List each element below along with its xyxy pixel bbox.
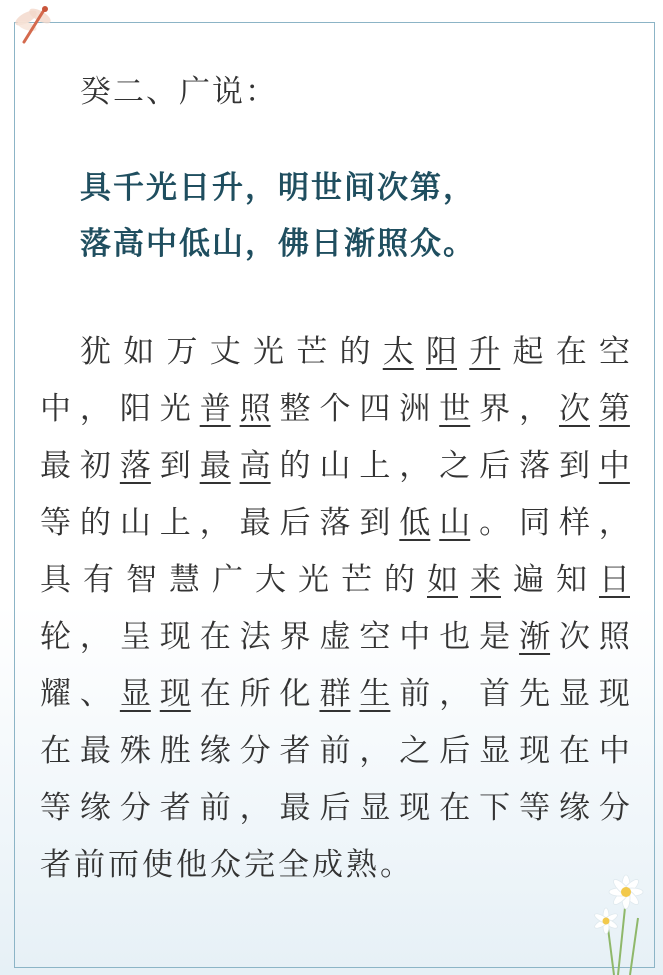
- body-char: 犹: [80, 334, 111, 370]
- body-char: 到: [359, 505, 391, 541]
- body-char: 现: [519, 733, 551, 769]
- underlined-term-char: 渐: [519, 619, 551, 655]
- body-char: 全: [278, 847, 309, 883]
- body-char: 的: [384, 562, 415, 598]
- body-char: ，: [239, 790, 271, 826]
- underlined-term-char: 显: [119, 676, 151, 712]
- body-char: 智: [126, 562, 157, 598]
- body-char: 万: [166, 334, 198, 370]
- body-char: 在: [558, 733, 590, 769]
- body-char: 熟: [346, 847, 377, 883]
- body-char: 等: [40, 790, 71, 826]
- body-char: 分: [119, 790, 151, 826]
- body-char: 阳: [119, 391, 151, 427]
- body-char: 后: [279, 505, 311, 541]
- body-char: 大: [255, 562, 286, 598]
- body-char: 山: [319, 448, 351, 484]
- underlined-term-char: 如: [427, 562, 458, 598]
- body-char: 个: [319, 391, 351, 427]
- body-char: 的: [339, 334, 371, 370]
- body-line: [80, 332, 630, 372]
- body-line: [40, 845, 630, 885]
- body-char: 空: [359, 619, 391, 655]
- body-char: 前: [74, 847, 105, 883]
- body-char: 整: [279, 391, 311, 427]
- body-char: 是: [479, 619, 511, 655]
- body-char: ，: [439, 676, 471, 712]
- body-char: 的: [279, 448, 311, 484]
- underlined-term-char: 落: [119, 448, 151, 484]
- body-char: 等: [40, 505, 71, 541]
- body-char: 使: [142, 847, 173, 883]
- body-char: 中: [399, 619, 431, 655]
- body-char: 缘: [79, 790, 111, 826]
- body-char: 知: [556, 562, 587, 598]
- body-char: 成: [312, 847, 343, 883]
- body-char: 落: [319, 505, 351, 541]
- body-char: 耀: [40, 676, 71, 712]
- body-char: 芒: [296, 334, 328, 370]
- body-char: ，: [519, 391, 551, 427]
- body-char: 分: [598, 790, 630, 826]
- underlined-term-char: 群: [319, 676, 351, 712]
- body-char: 最: [279, 790, 311, 826]
- body-char: 芒: [341, 562, 372, 598]
- body-char: 落: [519, 448, 551, 484]
- body-char: 之: [439, 448, 471, 484]
- body-char: 前: [319, 733, 351, 769]
- body-char: 山: [119, 505, 151, 541]
- body-char: 缘: [199, 733, 231, 769]
- underlined-term-char: 阳: [426, 334, 457, 370]
- body-char: 法: [239, 619, 271, 655]
- body-char: 前: [399, 676, 431, 712]
- body-char: 具: [40, 562, 71, 598]
- body-char: ，: [199, 505, 231, 541]
- body-char: 在: [199, 619, 231, 655]
- body-char: 等: [519, 790, 551, 826]
- body-char: 如: [123, 334, 155, 370]
- body-char: 缘: [558, 790, 590, 826]
- body-char: 中: [598, 733, 630, 769]
- body-char: 完: [244, 847, 275, 883]
- body-char: 而: [108, 847, 139, 883]
- body-char: 所: [239, 676, 271, 712]
- underlined-term-char: 普: [199, 391, 231, 427]
- underlined-term-char: 日: [599, 562, 630, 598]
- body-char: 虚: [319, 619, 351, 655]
- underlined-term-char: 升: [469, 334, 501, 370]
- body-char: 者: [159, 790, 191, 826]
- body-char: 广: [212, 562, 243, 598]
- body-char: 现: [598, 676, 630, 712]
- section-heading: 癸二、广说：: [80, 74, 278, 110]
- body-char: 最: [79, 733, 111, 769]
- body-char: 在: [40, 733, 71, 769]
- body-char: 胜: [159, 733, 191, 769]
- body-char: 有: [83, 562, 114, 598]
- body-char: 后: [479, 448, 511, 484]
- body-char: 呈: [119, 619, 151, 655]
- body-char: 显: [359, 790, 391, 826]
- body-line: [40, 446, 630, 486]
- underlined-term-char: 中: [598, 448, 630, 484]
- body-char: 最: [40, 448, 71, 484]
- underlined-term-char: 现: [159, 676, 191, 712]
- body-char: 下: [479, 790, 511, 826]
- underlined-term-char: 高: [239, 448, 271, 484]
- body-char: 四: [359, 391, 391, 427]
- body-char: 到: [558, 448, 590, 484]
- underlined-term-char: 次: [558, 391, 590, 427]
- body-char: 轮: [40, 619, 71, 655]
- body-char: 。: [479, 505, 511, 541]
- body-char: 他: [176, 847, 207, 883]
- body-char: 殊: [119, 733, 151, 769]
- underlined-term-char: 生: [359, 676, 391, 712]
- body-char: 最: [239, 505, 271, 541]
- body-char: 首: [479, 676, 511, 712]
- dragonfly-icon: [10, 4, 56, 46]
- underlined-term-char: 世: [439, 391, 471, 427]
- body-char: 中: [40, 391, 71, 427]
- underlined-term-char: 照: [239, 391, 271, 427]
- body-char: 慧: [169, 562, 200, 598]
- body-char: 显: [558, 676, 590, 712]
- verse-line-1: 具千光日升，明世间次第，: [80, 170, 476, 206]
- body-char: 上: [159, 505, 191, 541]
- body-line: [40, 674, 630, 714]
- underlined-term-char: 太: [382, 334, 414, 370]
- body-char: 现: [159, 619, 191, 655]
- body-char: 、: [79, 676, 111, 712]
- body-char: ，: [399, 448, 431, 484]
- body-line: [40, 788, 630, 828]
- body-char: 初: [79, 448, 111, 484]
- underlined-term-char: 来: [470, 562, 501, 598]
- underlined-term-char: 最: [199, 448, 231, 484]
- body-char: 。: [380, 847, 411, 883]
- verse-line-2: 落高中低山，佛日渐照众。: [80, 226, 476, 262]
- body-char: 者: [279, 733, 311, 769]
- body-char: 后: [319, 790, 351, 826]
- body-char: 后: [439, 733, 471, 769]
- underlined-term-char: 第: [598, 391, 630, 427]
- body-char: 次: [558, 619, 590, 655]
- body-char: 光: [159, 391, 191, 427]
- underlined-term-char: 低: [399, 505, 431, 541]
- body-char: 之: [399, 733, 431, 769]
- body-char: ，: [79, 619, 111, 655]
- body-line: [40, 389, 630, 429]
- body-char: 先: [519, 676, 551, 712]
- body-char: 起: [512, 334, 544, 370]
- body-char: 照: [598, 619, 630, 655]
- body-char: 界: [479, 391, 511, 427]
- body-line: [40, 731, 630, 771]
- body-char: 界: [279, 619, 311, 655]
- body-char: ，: [79, 391, 111, 427]
- body-char: 空: [599, 334, 630, 370]
- body-char: 样: [558, 505, 590, 541]
- body-char: 化: [279, 676, 311, 712]
- body-char: 丈: [209, 334, 241, 370]
- body-char: 遍: [513, 562, 544, 598]
- body-char: ，: [598, 505, 630, 541]
- body-char: 的: [79, 505, 111, 541]
- body-char: 也: [439, 619, 471, 655]
- body-char: 众: [210, 847, 241, 883]
- underlined-term-char: 山: [439, 505, 471, 541]
- body-char: 光: [298, 562, 329, 598]
- body-char: 到: [159, 448, 191, 484]
- body-char: 在: [199, 676, 231, 712]
- body-char: 分: [239, 733, 271, 769]
- body-line: [40, 560, 630, 600]
- body-char: 在: [555, 334, 587, 370]
- body-char: 现: [399, 790, 431, 826]
- body-char: 者: [40, 847, 71, 883]
- body-line: [40, 617, 630, 657]
- body-char: 前: [199, 790, 231, 826]
- body-char: 洲: [399, 391, 431, 427]
- body-char: 显: [479, 733, 511, 769]
- body-char: 光: [253, 334, 284, 370]
- body-char: 上: [359, 448, 391, 484]
- body-char: ，: [359, 733, 391, 769]
- body-char: 同: [519, 505, 551, 541]
- body-char: 在: [439, 790, 471, 826]
- body-line: [40, 503, 630, 543]
